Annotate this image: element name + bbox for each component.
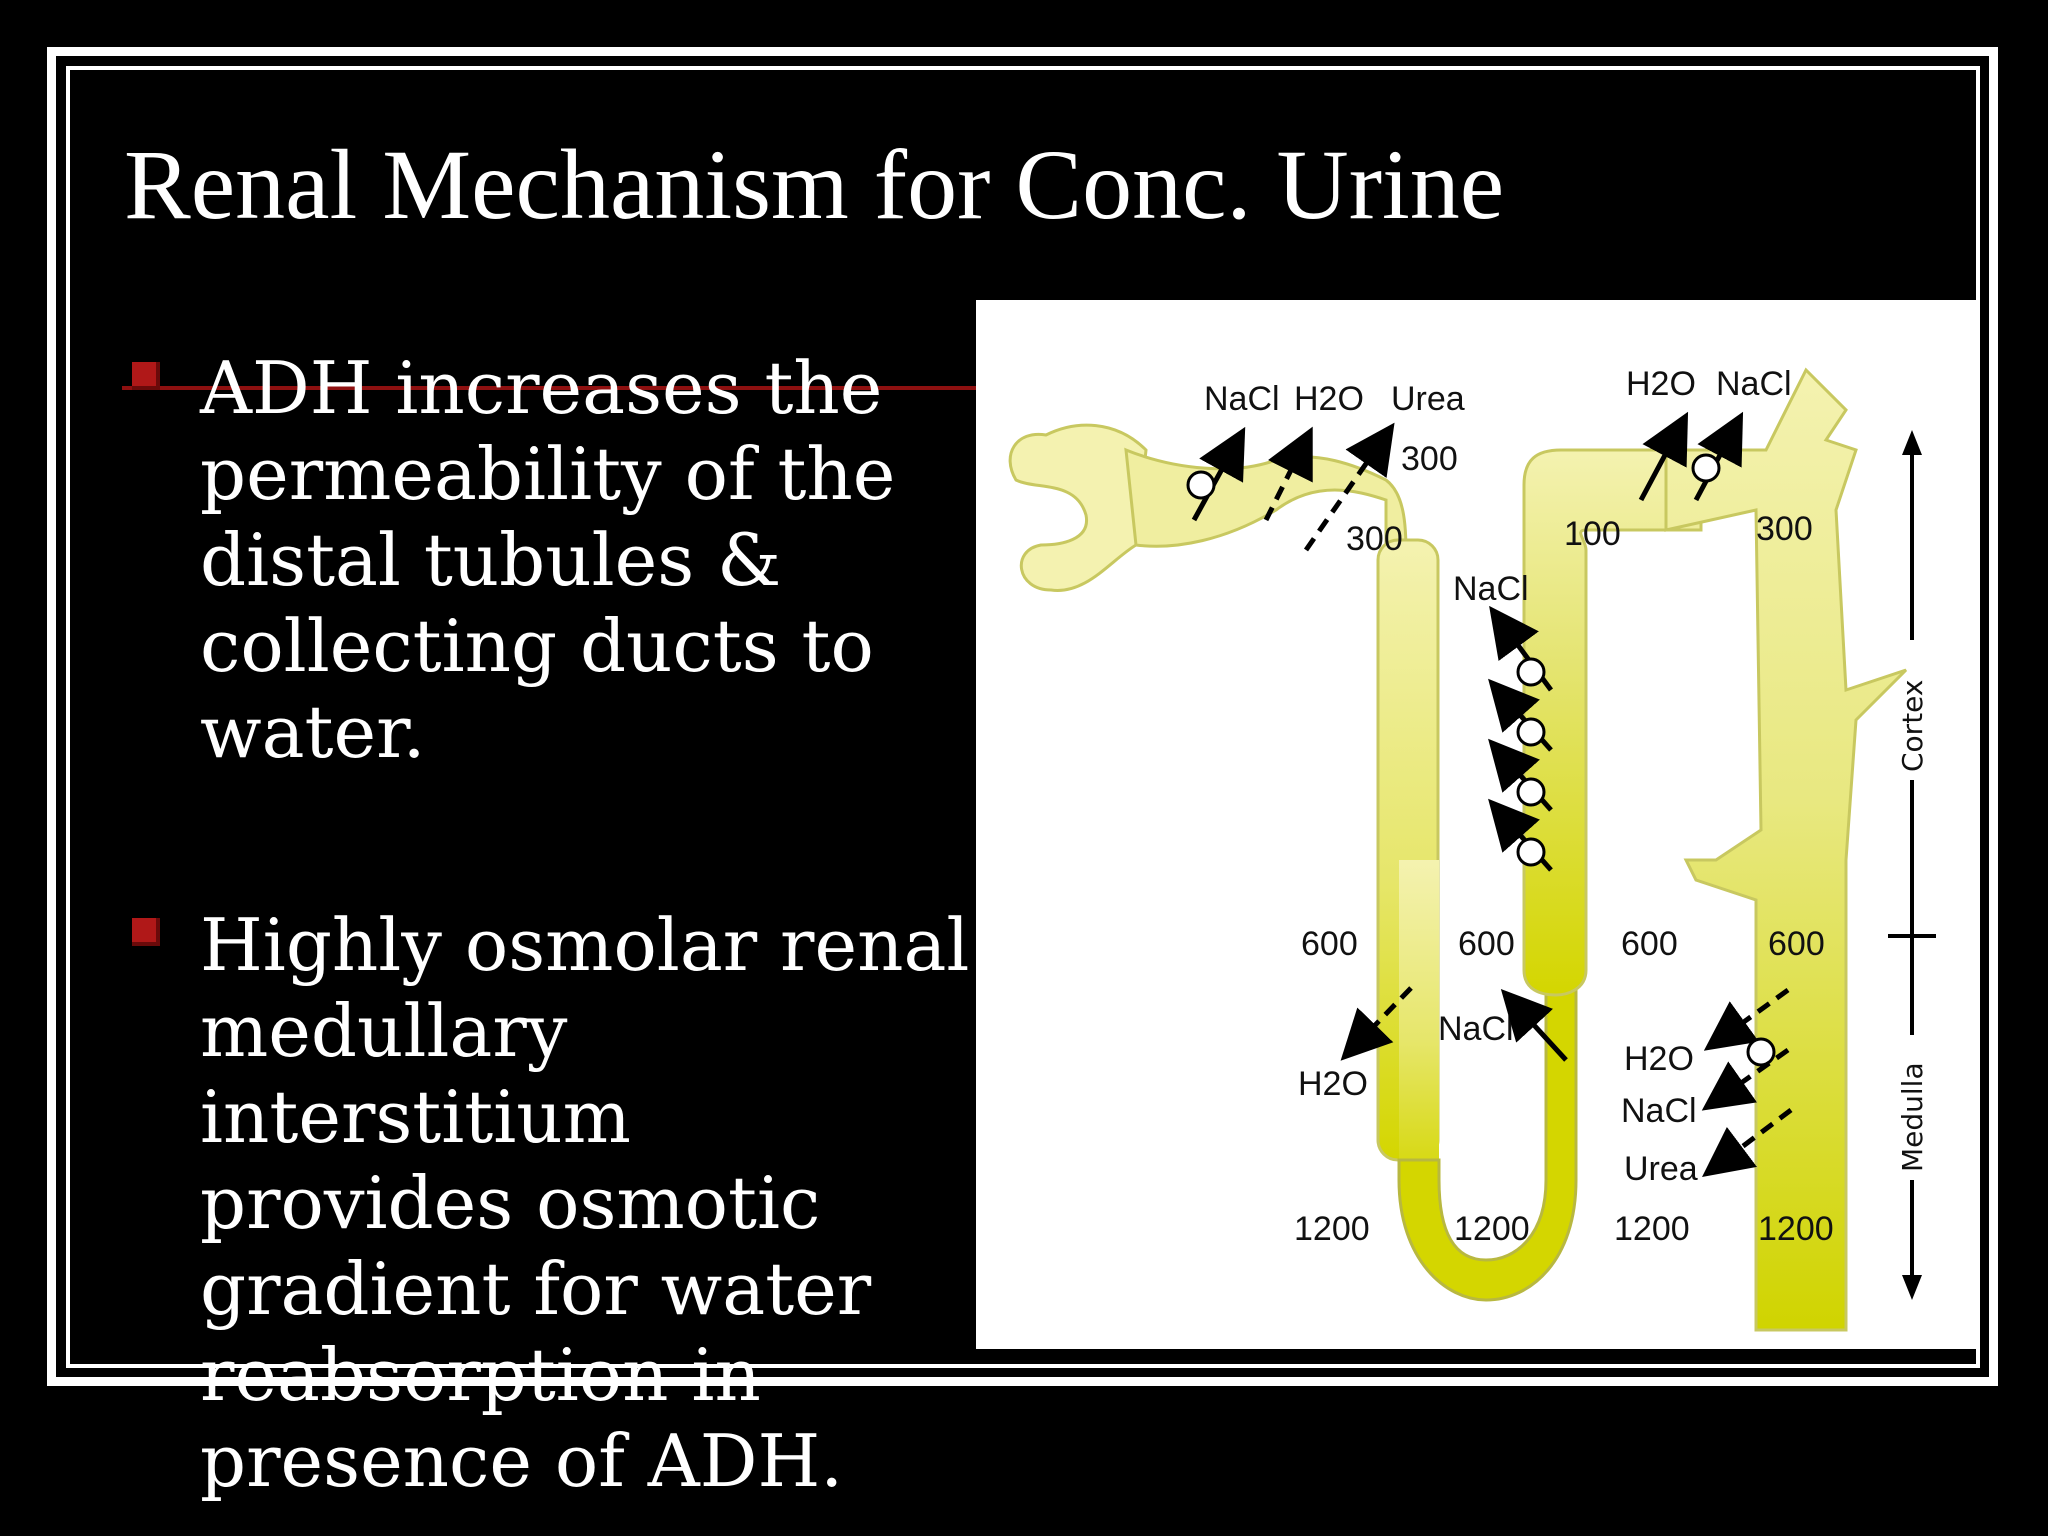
thin-descending [1399,860,1439,1190]
slide-title: Renal Mechanism for Conc. Urine [124,129,1505,240]
proximal-tubule [1126,450,1406,860]
label-h2o-top-left: H2O [1294,380,1364,418]
axis-label-cortex: Cortex [1896,679,1929,772]
nephron-svg [976,300,1976,1349]
label-300-cd: 300 [1756,510,1813,548]
bullet-square-icon [132,918,160,946]
label-urea-collecting: Urea [1624,1150,1698,1188]
nephron-diagram [976,300,1976,1349]
bullet-square-icon [132,362,160,390]
label-nacl-thin-ascending: NaCl [1438,1010,1514,1048]
label-h2o-top-right: H2O [1626,365,1696,403]
label-300-dct: 300 [1346,520,1403,558]
label-600-2: 600 [1458,925,1515,963]
bullet-2-text: Highly osmolar renal medullary interstitium provides osmotic gradient for water reabsorption in presence of ADH. [200,903,970,1503]
label-1200-1: 1200 [1294,1210,1370,1248]
label-urea-top: Urea [1391,380,1465,418]
label-100: 100 [1564,515,1621,553]
label-1200-4: 1200 [1758,1210,1834,1248]
label-nacl-top-right: NaCl [1716,365,1792,403]
label-nacl-top-left: NaCl [1204,380,1280,418]
label-600-1: 600 [1301,925,1358,963]
label-h2o-collecting: H2O [1624,1040,1694,1078]
label-600-3: 600 [1621,925,1678,963]
label-h2o-descending: H2O [1298,1065,1368,1103]
label-300-urea: 300 [1401,440,1458,478]
label-600-4: 600 [1768,925,1825,963]
label-1200-3: 1200 [1614,1210,1690,1248]
label-1200-2: 1200 [1454,1210,1530,1248]
label-nacl-ascending: NaCl [1453,570,1529,608]
axis-label-medulla: Medulla [1896,1062,1929,1172]
bullet-1-text: ADH increases the permeability of the distal tubules & collecting ducts to water. [200,346,896,774]
label-nacl-collecting: NaCl [1621,1092,1697,1130]
